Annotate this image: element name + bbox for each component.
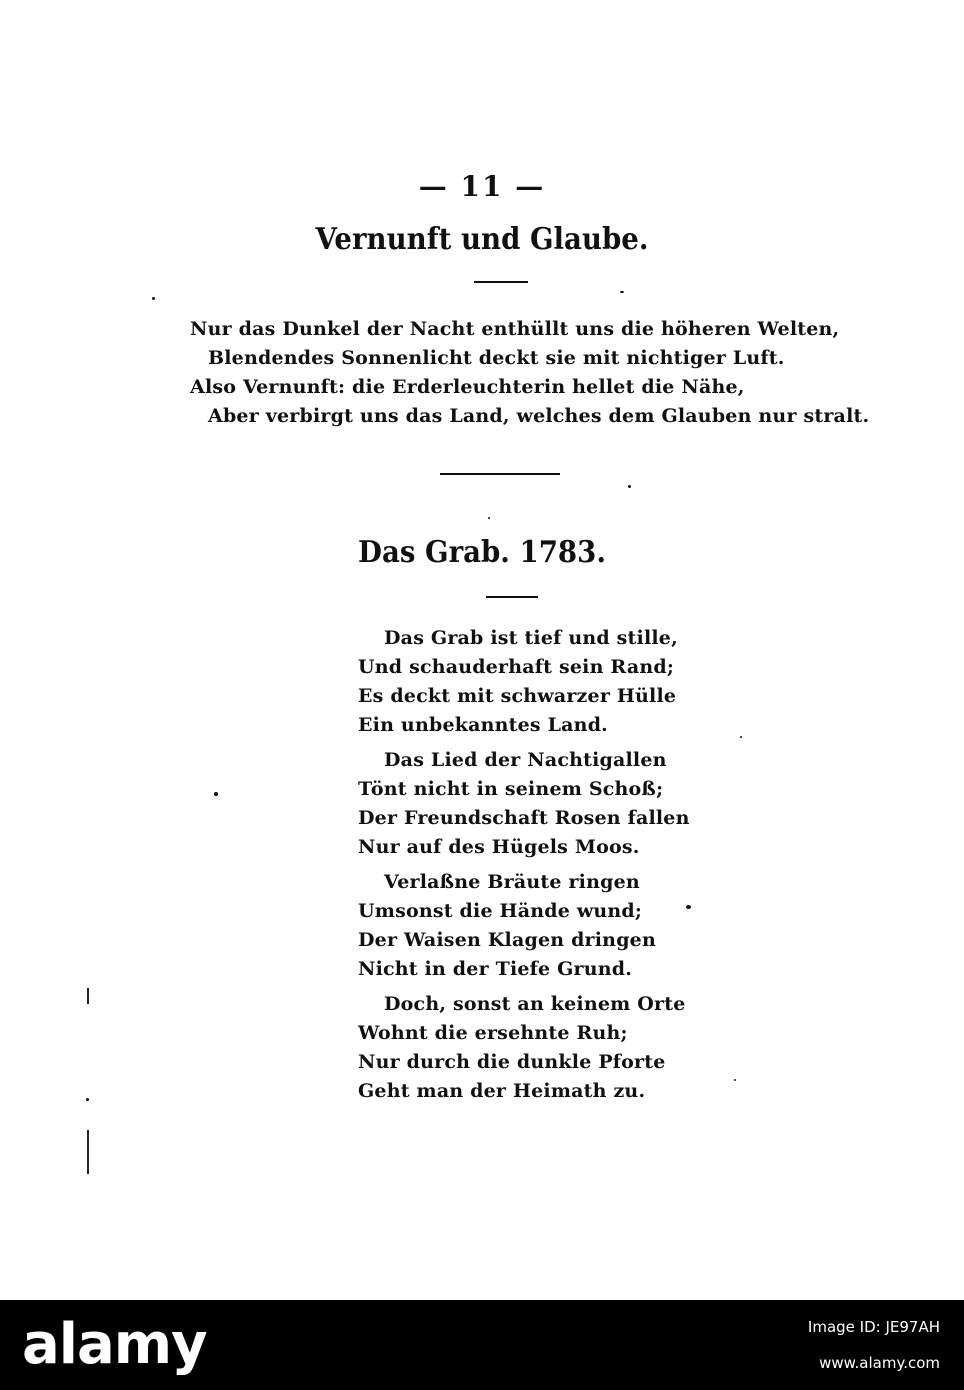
scan-speck bbox=[628, 485, 631, 488]
page-number: — 11 — bbox=[418, 170, 546, 203]
verse-line: Verlaßne Bräute ringen bbox=[384, 871, 640, 893]
verse-line: Der Freundschaft Rosen fallen bbox=[358, 807, 690, 829]
stanza bbox=[358, 746, 690, 862]
brand-logo: alamy bbox=[22, 1312, 207, 1377]
scan-speck bbox=[686, 905, 691, 909]
site-url: www.alamy.com bbox=[819, 1354, 940, 1372]
title-underline bbox=[474, 281, 528, 283]
stanza bbox=[358, 990, 690, 1106]
poem-vernunft-text bbox=[190, 315, 869, 431]
verse-line: Nur auf des Hügels Moos. bbox=[358, 836, 640, 858]
verse-line: Der Waisen Klagen dringen bbox=[358, 929, 656, 951]
scan-speck bbox=[214, 792, 218, 796]
scan-speck bbox=[740, 736, 742, 738]
poem-grab-text bbox=[358, 624, 690, 1112]
scan-speck bbox=[734, 1079, 736, 1081]
verse-line: Ein unbekanntes Land. bbox=[358, 714, 608, 736]
verse-line: Aber verbirgt uns das Land, welches dem Glauben nur stralt. bbox=[208, 405, 870, 427]
margin-mark bbox=[87, 988, 89, 1004]
verse-line: Also Vernunft: die Erderleuchterin hellet die Nähe, bbox=[190, 376, 745, 398]
title-underline bbox=[486, 596, 538, 598]
image-id-label: Image ID: JE97AH bbox=[807, 1318, 940, 1336]
verse-line: Das Lied der Nachtigallen bbox=[384, 749, 667, 771]
verse-line: Blendendes Sonnenlicht deckt sie mit nichtiger Luft. bbox=[208, 347, 785, 369]
verse-line: Es deckt mit schwarzer Hülle bbox=[358, 685, 677, 707]
stanza bbox=[358, 624, 690, 740]
poem-title-grab: Das Grab. 1783. bbox=[358, 535, 606, 570]
verse-line: Tönt nicht in seinem Schoß; bbox=[358, 778, 664, 800]
stanza bbox=[358, 868, 690, 984]
verse-line: Nur durch die dunkle Pforte bbox=[358, 1051, 666, 1073]
scan-speck bbox=[152, 297, 155, 300]
verse-line: Nicht in der Tiefe Grund. bbox=[358, 958, 633, 980]
poem-title-vernunft: Vernunft und Glaube. bbox=[315, 222, 649, 257]
scan-speck bbox=[620, 291, 624, 293]
verse-line: Umsonst die Hände wund; bbox=[358, 900, 643, 922]
verse-line: Nur das Dunkel der Nacht enthüllt uns die höheren Welten, bbox=[190, 318, 840, 340]
verse-line: Das Grab ist tief und stille, bbox=[384, 627, 678, 649]
verse-line: Wohnt die ersehnte Ruh; bbox=[358, 1022, 628, 1044]
margin-mark bbox=[87, 1130, 89, 1174]
verse-line: Und schauderhaft sein Rand; bbox=[358, 656, 675, 678]
scan-speck bbox=[86, 1098, 89, 1101]
verse-line: Doch, sonst an keinem Orte bbox=[384, 993, 686, 1015]
verse-line: Geht man der Heimath zu. bbox=[358, 1080, 646, 1102]
scan-speck bbox=[488, 517, 490, 519]
watermark-banner bbox=[0, 1300, 964, 1390]
section-divider bbox=[440, 473, 560, 475]
